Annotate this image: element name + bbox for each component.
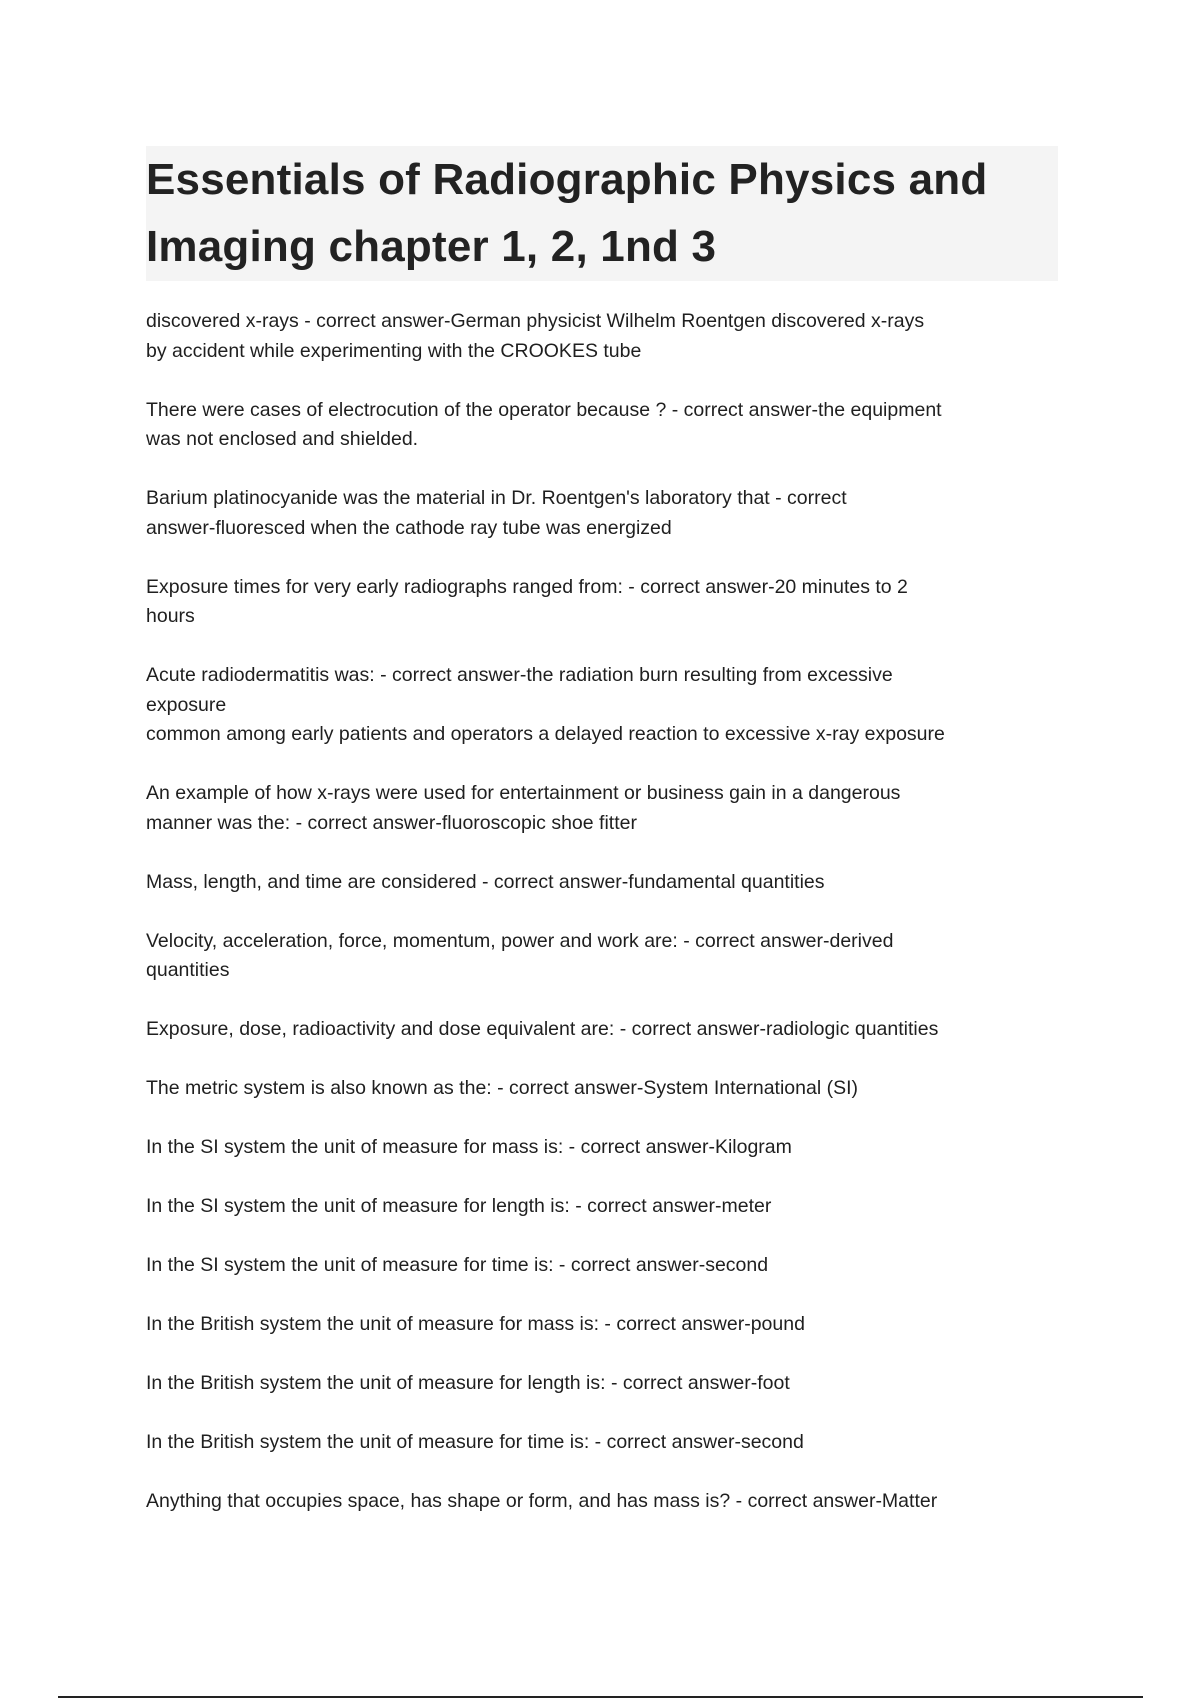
qa-line: hours <box>146 605 195 627</box>
qa-line: In the SI system the unit of measure for length is: - correct answer-meter <box>146 1195 772 1217</box>
qa-line: exposure <box>146 693 227 716</box>
title-block <box>146 146 1058 281</box>
qa-line: In the British system the unit of measure for length is: - correct answer-foot <box>146 1372 790 1394</box>
qa-line: In the British system the unit of measure for mass is: - correct answer-pound <box>146 1313 805 1335</box>
qa-item-3 <box>146 484 1071 543</box>
qa-item-8 <box>146 927 1071 986</box>
qa-line: Mass, length, and time are considered - correct answer-fundamental quantities <box>146 870 825 893</box>
qa-line: Exposure, dose, radioactivity and dose equivalent are: - correct answer-radiologic quantities <box>146 1018 939 1040</box>
qa-item-17 <box>146 1487 1071 1517</box>
qa-line: Barium platinocyanide was the material in Dr. Roentgen's laboratory that - correct <box>146 487 847 509</box>
qa-item-11 <box>146 1133 1071 1163</box>
qa-line: In the SI system the unit of measure for mass is: - correct answer-Kilogram <box>146 1136 792 1158</box>
qa-line: manner was the: - correct answer-fluoroscopic shoe fitter <box>146 811 637 834</box>
qa-line: answer-fluoresced when the cathode ray tube was energized <box>146 516 672 539</box>
qa-line: discovered x-rays - correct answer-German physicist Wilhelm Roentgen discovered x-rays <box>146 310 925 332</box>
qa-item-10 <box>146 1074 1071 1104</box>
qa-line: An example of how x-rays were used for entertainment or business gain in a dangerous <box>146 782 901 804</box>
title-line-1: Essentials of Radiographic Physics and <box>146 155 988 204</box>
qa-item-16 <box>146 1428 1071 1458</box>
qa-item-6 <box>146 779 1071 838</box>
qa-item-7 <box>146 868 1071 898</box>
qa-line: quantities <box>146 959 230 981</box>
title-line-2: Imaging chapter 1, 2, 1nd 3 <box>146 222 717 271</box>
qa-item-1 <box>146 307 1071 366</box>
qa-line: by accident while experimenting with the CROOKES tube <box>146 339 642 362</box>
qa-item-9 <box>146 1015 1071 1045</box>
qa-item-2 <box>146 396 1071 455</box>
qa-line: In the SI system the unit of measure for time is: - correct answer-second <box>146 1254 769 1276</box>
qa-item-4 <box>146 573 1071 632</box>
footer-divider <box>58 1696 1143 1698</box>
qa-line: Acute radiodermatitis was: - correct answer-the radiation burn resulting from excessive <box>146 664 893 686</box>
qa-line: In the British system the unit of measure for time is: - correct answer-second <box>146 1431 804 1453</box>
qa-line: was not enclosed and shielded. <box>146 428 419 450</box>
qa-item-15 <box>146 1369 1071 1399</box>
qa-line: There were cases of electrocution of the operator because ? - correct answer-the equipment <box>146 398 942 421</box>
qa-item-12 <box>146 1192 1071 1222</box>
qa-line: Velocity, acceleration, force, momentum, power and work are: - correct answer-derived <box>146 929 894 952</box>
qa-item-14 <box>146 1310 1071 1340</box>
qa-list <box>146 307 1071 1546</box>
qa-line: Exposure times for very early radiographs ranged from: - correct answer-20 minutes to 2 <box>146 575 908 598</box>
page-title <box>146 146 1058 280</box>
qa-item-13 <box>146 1251 1071 1281</box>
qa-line: Anything that occupies space, has shape or form, and has mass is? - correct answer-Matter <box>146 1490 938 1512</box>
qa-line: The metric system is also known as the: - correct answer-System International (SI) <box>146 1077 858 1099</box>
qa-item-5 <box>146 661 1071 750</box>
qa-line: common among early patients and operators a delayed reaction to excessive x-ray exposure <box>146 723 945 745</box>
